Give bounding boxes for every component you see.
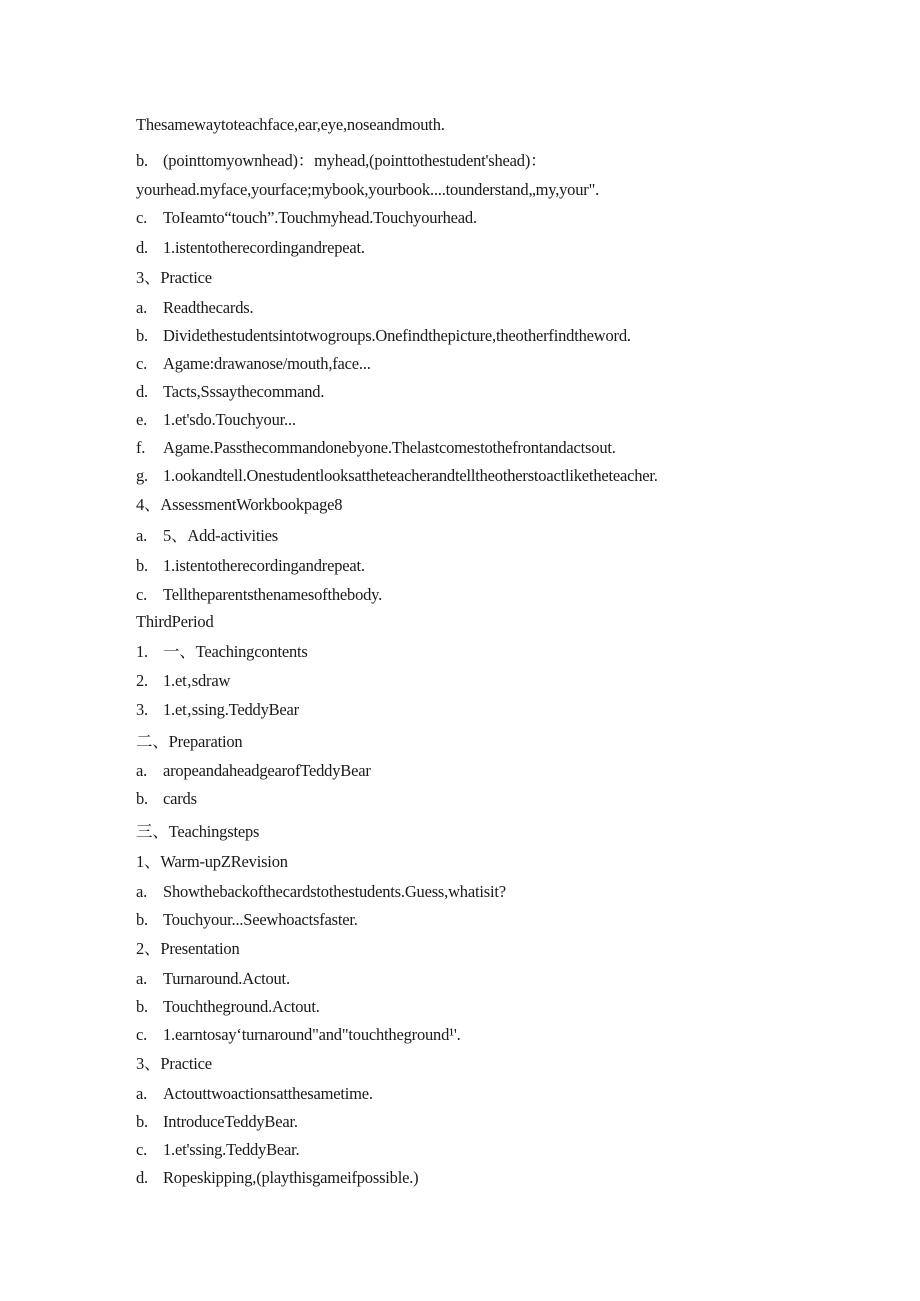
list-item: a. Readthecards. [136,298,254,317]
list-item: b. cards [136,789,197,808]
list-marker: b. [136,1112,148,1131]
list-item: b. Touchyour...Seewhoactsfaster. [136,910,358,929]
list-marker: c. [136,354,148,373]
list-item: c. Agame:drawanose/mouth,face... [136,354,371,373]
list-marker: 1. [136,642,148,661]
list-marker: a. [136,969,148,988]
list-marker: d. [136,1168,148,1187]
list-marker: b. [136,789,148,808]
list-item: c. 1.et'ssing.TeddyBear. [136,1140,300,1159]
list-item: 3. 1.et‚ssing.TeddyBear [136,700,299,719]
list-item: c. ToIeamto“touch”.Touchmyhead.Touchyourhead. [136,208,477,227]
text-line: yourhead.myface,yourface;mybook,yourbook....tounderstand„my,your". [136,180,600,199]
list-item: b. IntroduceTeddyBear. [136,1112,298,1131]
list-item: 1. 一、Teachingcontents [136,642,308,661]
list-item: c. Telltheparentsthenamesofthebody. [136,585,383,604]
section-heading: 3、Practice [136,268,212,287]
list-marker: b. [136,326,148,345]
list-marker: f. [136,438,146,457]
list-item: f. Agame.Passthecommandonebyone.Thelastcomestothefrontandactsout. [136,438,616,457]
section-heading: 1、Warm-upZRevision [136,852,288,871]
list-marker: a. [136,526,148,545]
section-heading: 4、AssessmentWorkbookpage8 [136,495,343,514]
list-marker: c. [136,1140,148,1159]
text-line: Thesamewaytoteachface,ear,eye,noseandmouth. [136,115,445,134]
section-heading: 二、Preparation [136,732,243,751]
list-marker: 3. [136,700,148,719]
list-marker: d. [136,238,148,257]
list-marker: a. [136,882,148,901]
list-item: a. Actouttwoactionsatthesametime. [136,1084,373,1103]
section-heading: 2、Presentation [136,939,240,958]
list-item: g. 1.ookandtell.Onestudentlooksattheteacherandtelltheotherstoactliketheteacher. [136,466,658,485]
list-item: b. 1.istentotherecordingandrepeat. [136,556,365,575]
list-marker: a. [136,761,148,780]
list-item: d. Tacts,Sssaythecommand. [136,382,325,401]
list-marker: d. [136,382,148,401]
section-heading: 3、Practice [136,1054,212,1073]
list-item: b. Touchtheground.Actout. [136,997,320,1016]
list-marker: b. [136,151,148,170]
list-marker: a. [136,1084,148,1103]
list-marker: b. [136,910,148,929]
list-marker: b. [136,556,148,575]
list-item: a. aropeandaheadgearofTeddyBear [136,761,371,780]
list-marker: b. [136,997,148,1016]
section-heading: 三、Teachingsteps [136,822,260,841]
list-item: b. Dividethestudentsintotwogroups.Onefindthepicture,theotherfindtheword. [136,326,631,345]
list-item: a. Turnaround.Actout. [136,969,290,988]
list-marker: g. [136,466,148,485]
list-item: 2. 1.et‚sdraw [136,671,231,690]
list-item: d. Ropeskipping,(playthisgameifpossible.) [136,1168,419,1187]
list-item: b. (pointtomyownhead)：myhead,(pointtothestudent'shead)： [136,151,547,170]
list-marker: c. [136,1025,148,1044]
list-item: a. Showthebackofthecardstothestudents.Guess,whatisit? [136,882,506,901]
list-marker: a. [136,298,148,317]
list-marker: 2. [136,671,148,690]
section-heading: ThirdPeriod [136,612,214,631]
list-item: c. 1.earntosay‘turnaround"and"touchtheground¹'. [136,1025,461,1044]
list-marker: e. [136,410,148,429]
list-item: e. 1.et'sdo.Touchyour... [136,410,296,429]
list-marker: c. [136,208,148,227]
list-item: d. 1.istentotherecordingandrepeat. [136,238,365,257]
list-item: a. 5、Add-activities [136,526,279,545]
list-marker: c. [136,585,148,604]
